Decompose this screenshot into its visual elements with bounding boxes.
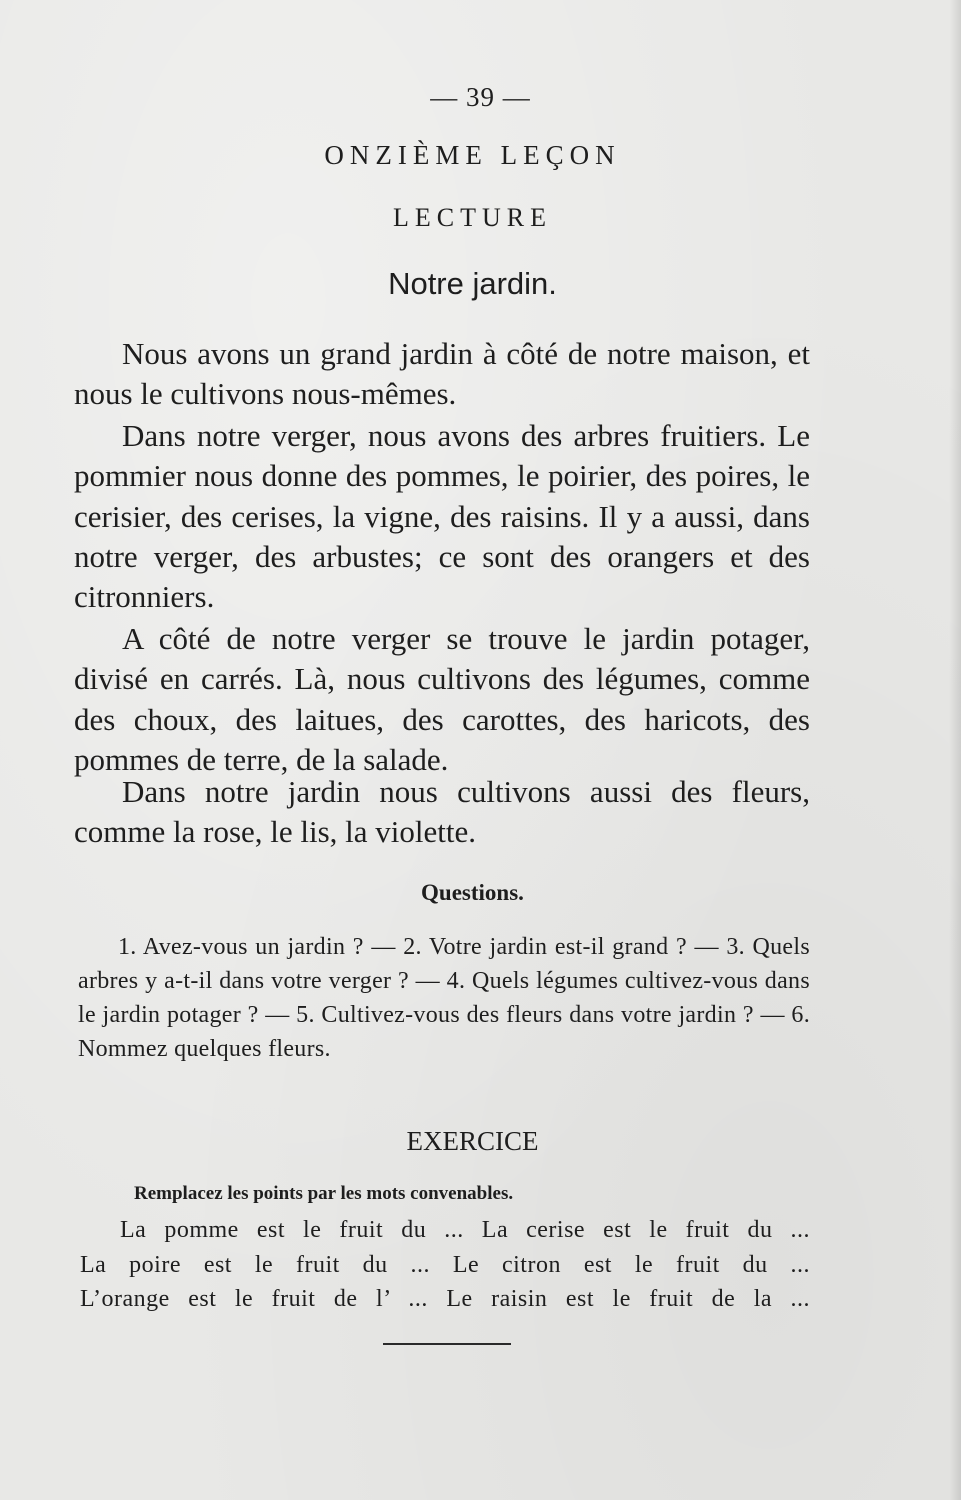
- exercise-line-1: La pomme est le fruit du ... La cerise est le fruit du ...: [120, 1217, 810, 1243]
- reading-paragraph-4: Dans notre jardin nous cultivons aussi des fleurs, comme la rose, le lis, la violette.: [74, 774, 810, 850]
- exercise-line-2: La poire est le fruit du ... Le citron est le fruit du ...: [80, 1252, 810, 1278]
- lesson-title: ONZIÈME LEÇON: [324, 140, 621, 170]
- exercise-instruction: Remplacez les points par les mots convenables.: [134, 1183, 514, 1204]
- section-title: LECTURE: [393, 203, 552, 232]
- reading-title: Notre jardin.: [388, 266, 557, 301]
- page-number: — 39 —: [430, 82, 531, 112]
- exercise-heading: EXERCICE: [406, 1126, 539, 1156]
- end-rule-divider: [383, 1343, 511, 1345]
- questions-text: 1. Avez-vous un jardin ? — 2. Votre jardin est-il grand ? — 3. Quels arbres y a-t-il dans votre verger ? — 4. Quels légumes cultivez-vous dans le jardin potager ? — 5. Cultivez-vous des fleurs dans votre jardin ? — 6. Nommez quelques fleurs.: [78, 934, 810, 1062]
- reading-paragraph-1: Nous avons un grand jardin à côté de notre maison, et nous le cultivons nous-mêmes.: [74, 336, 810, 412]
- reading-paragraph-2: Dans notre verger, nous avons des arbres fruitiers. Le pommier nous donne des pommes, le poirier, des poires, le cerisier, des cerises, la vigne, des raisins. Il y a aussi, dans notre verger, des arbustes; ce sont des orangers et des citronniers.: [74, 418, 810, 615]
- reading-paragraph-3: A côté de notre verger se trouve le jardin potager, divisé en carrés. Là, nous cultivons des légumes, comme des choux, des laitues, des carottes, des haricots, des pommes de terre, de la salade.: [74, 621, 810, 777]
- exercise-line-3: L’orange est le fruit de l’ ... Le raisin est le fruit de la ...: [80, 1286, 810, 1312]
- questions-heading: Questions.: [421, 880, 524, 905]
